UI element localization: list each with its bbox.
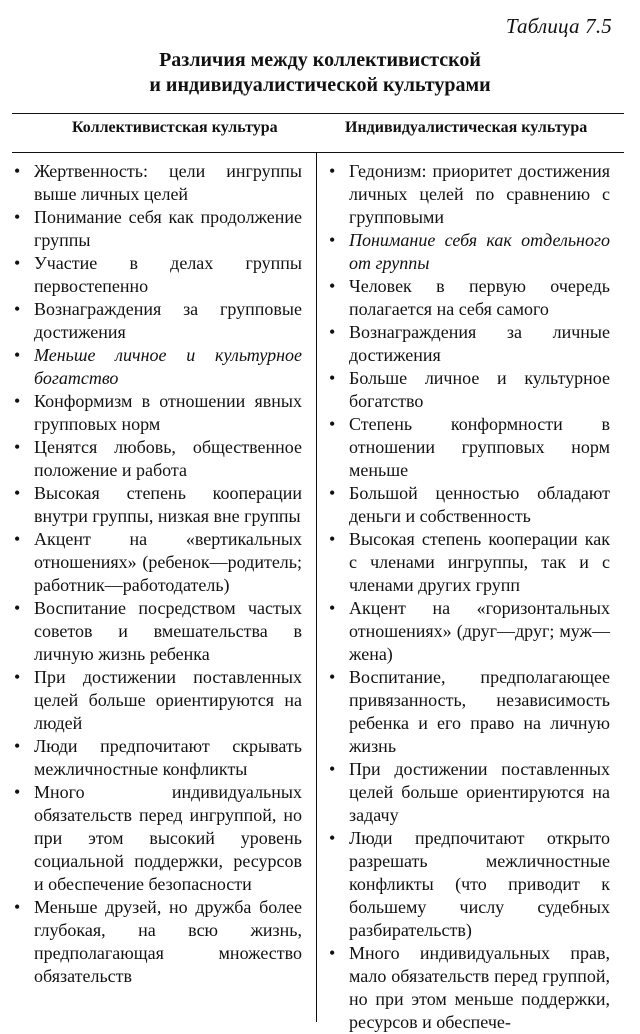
column-header-collectivist: Коллективистская культура — [72, 119, 278, 136]
bullet-icon: • — [14, 598, 21, 618]
table-title-line-2: и индивидуалистической культурами — [149, 74, 491, 96]
table-title — [0, 48, 640, 98]
collectivist-list — [12, 160, 302, 988]
bullet-icon: • — [329, 598, 336, 618]
list-item: • Люди предпочитают открыто разрешать межличностные конфликты (что приводит к большему числу судебных разбирательств) — [329, 828, 610, 940]
list-item: • Люди предпочитают скрывать межличностные конфликты — [14, 736, 302, 779]
list-item: • Гедонизм: приоритет достижения личных целей по сравнению с групповыми — [329, 161, 610, 227]
bullet-icon: • — [14, 897, 21, 917]
list-item: • Степень конформности в отношении групповых норм меньше — [329, 414, 610, 480]
table-number: Таблица 7.5 — [505, 14, 612, 38]
column-divider — [316, 152, 317, 1022]
bullet-icon: • — [14, 161, 21, 181]
column-header-individualist: Индивидуалистическая культура — [345, 119, 588, 136]
list-item: • Конформизм в отношении явных групповых норм — [14, 391, 302, 434]
table-header-rule — [12, 152, 624, 153]
bullet-icon: • — [14, 391, 21, 411]
list-item: • Человек в первую очередь полагается на себя самого — [329, 276, 610, 319]
list-item: • Меньше друзей, но дружба более глубокая, на всю жизнь, предполагающая множество обязательств — [14, 897, 302, 986]
list-item: • Понимание себя как отдельного от группы — [329, 230, 610, 273]
table-top-rule — [12, 113, 624, 114]
list-item: • Больше личное и культурное богатство — [329, 368, 610, 411]
bullet-icon: • — [329, 529, 336, 549]
list-item: • Много индивидуальных прав, мало обязательств перед группой, но при этом меньше поддержки, ресурсов и обеспече- — [329, 943, 610, 1032]
bullet-icon: • — [14, 299, 21, 319]
list-item: • Вознаграждения за групповые достижения — [14, 299, 302, 342]
list-item: • Акцент на «горизонтальных отношениях» (друг—друг; муж—жена) — [329, 598, 610, 664]
individualist-list — [327, 160, 610, 1034]
list-item: • Понимание себя как продолжение группы — [14, 207, 302, 250]
list-item: • Акцент на «вертикальных отношениях» (ребенок—родитель; работник—работодатель) — [14, 529, 302, 595]
bullet-icon: • — [329, 943, 336, 963]
list-item: • Большой ценностью обладают деньги и собственность — [329, 483, 610, 526]
bullet-icon: • — [14, 345, 21, 365]
bullet-icon: • — [329, 667, 336, 687]
list-item: • Высокая степень кооперации внутри группы, низкая вне группы — [14, 483, 302, 526]
bullet-icon: • — [329, 161, 336, 181]
list-item: • Ценятся любовь, общественное положение и работа — [14, 437, 302, 480]
bullet-icon: • — [14, 736, 21, 756]
list-item: • Высокая степень кооперации как с членами ингруппы, так и с членами других групп — [329, 529, 610, 595]
bullet-icon: • — [14, 782, 21, 802]
bullet-icon: • — [14, 529, 21, 549]
list-item: • Много индивидуальных обязательств перед ингруппой, но при этом высокий уровень социальной поддержки, ресурсов и обеспечение безопасности — [14, 782, 302, 894]
list-item: • Воспитание, предполагающее привязанность, независимость ребенка и его право на личную жизнь — [329, 667, 610, 756]
bullet-icon: • — [14, 483, 21, 503]
bullet-icon: • — [14, 667, 21, 687]
table-title-line-1: Различия между коллективистской — [159, 49, 481, 71]
list-item: • Вознаграждения за личные достижения — [329, 322, 610, 365]
bullet-icon: • — [329, 828, 336, 848]
bullet-icon: • — [329, 230, 336, 250]
list-item: • При достижении поставленных целей больше ориентируются на людей — [14, 667, 302, 733]
bullet-icon: • — [14, 437, 21, 457]
bullet-icon: • — [329, 322, 336, 342]
bullet-icon: • — [329, 368, 336, 388]
list-item: • Меньше личное и культурное богатство — [14, 345, 302, 388]
bullet-icon: • — [329, 483, 336, 503]
bullet-icon: • — [329, 759, 336, 779]
bullet-icon: • — [14, 253, 21, 273]
list-item: • Воспитание посредством частых советов и вмешательства в личную жизнь ребенка — [14, 598, 302, 664]
bullet-icon: • — [329, 276, 336, 296]
list-item: • При достижении поставленных целей больше ориентируются на задачу — [329, 759, 610, 825]
list-item: • Участие в делах группы первостепенно — [14, 253, 302, 296]
bullet-icon: • — [329, 414, 336, 434]
list-item: • Жертвенность: цели ингруппы выше личных целей — [14, 161, 302, 204]
bullet-icon: • — [14, 207, 21, 227]
